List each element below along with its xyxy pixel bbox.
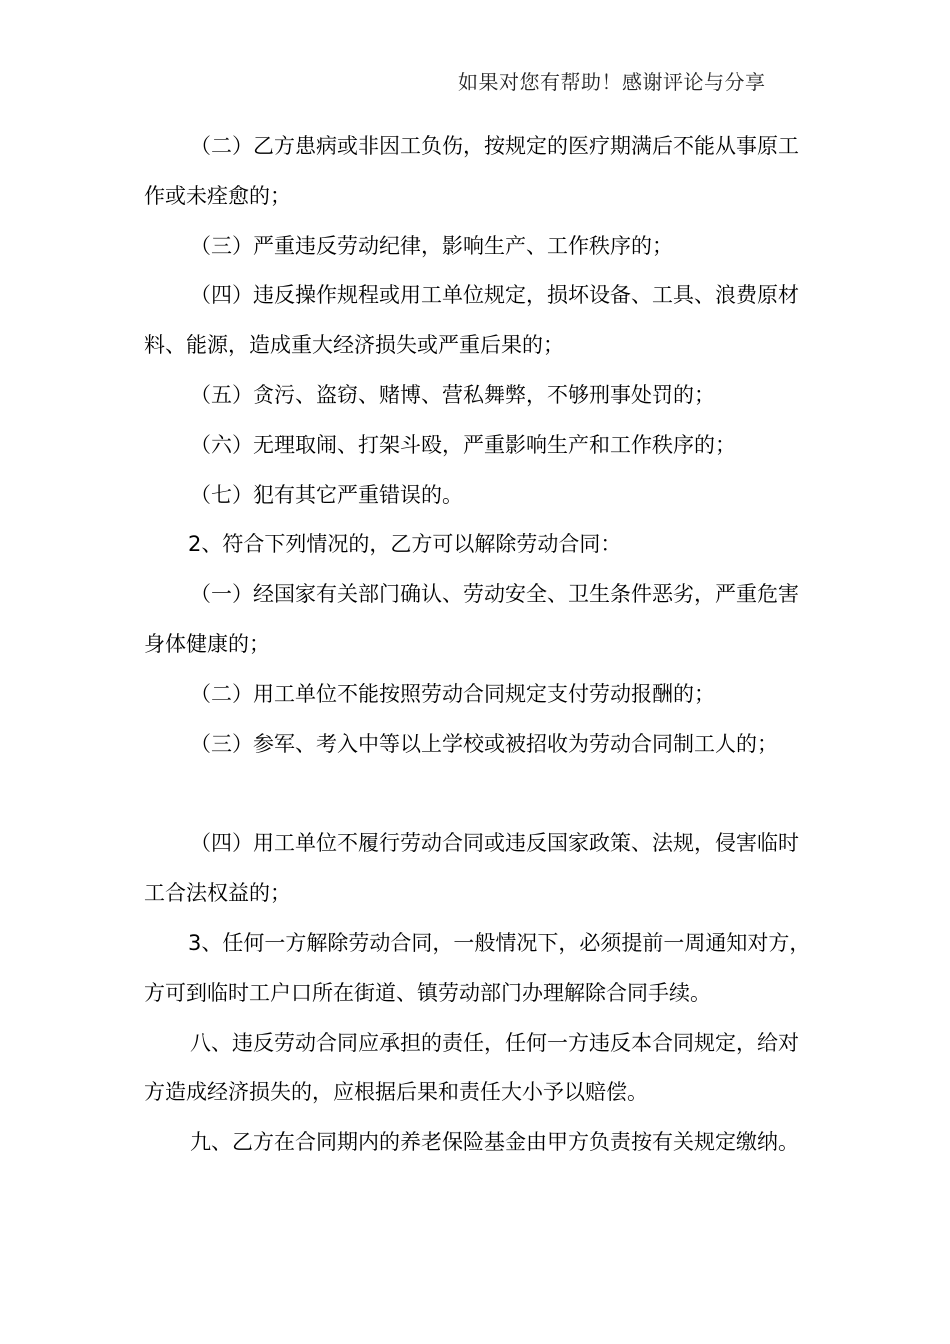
clause-2-item-6: （六）无理取闹、打架斗殴，严重影响生产和工作秩序的；: [190, 432, 736, 457]
document-body: [144, 122, 814, 1168]
clause-2-item-4: （四）违反操作规程或用工单位规定，损坏设备、工具、浪费原材料、能源，造成重大经济损失或严重后果的；: [144, 283, 799, 358]
clause-2-item-2: （二）乙方患病或非因工负伤，按规定的医疗期满后不能从事原工作或未痊愈的；: [144, 134, 799, 208]
section-8: 八、违反劳动合同应承担的责任，任何一方违反本合同规定，给对方造成经济损失的，应根据后果和责任大小予以赔偿。: [144, 1030, 799, 1105]
section-9: 九、乙方在合同期内的养老保险基金由甲方负责按有关规定缴纳。: [190, 1130, 799, 1155]
clause-2-item-3: （三）严重违反劳动纪律，影响生产、工作秩序的；: [190, 233, 673, 258]
clause-2-item-7: （七）犯有其它严重错误的。: [190, 482, 463, 507]
clause-2-heading: 2、符合下列情况的，乙方可以解除劳动合同：: [188, 532, 622, 557]
clause-2b-item-3: （三）参军、考入中等以上学校或被招收为劳动合同制工人的；: [190, 731, 778, 756]
clause-2b-item-1: （一）经国家有关部门确认、劳动安全、卫生条件恶劣，严重危害身体健康的；: [144, 582, 799, 656]
clause-2b-item-2: （二）用工单位不能按照劳动合同规定支付劳动报酬的；: [190, 681, 715, 706]
clause-2b-item-4: （四）用工单位不履行劳动合同或违反国家政策、法规，侵害临时工合法权益的；: [144, 831, 799, 906]
paragraph-gap: [144, 769, 814, 819]
clause-2-item-5: （五）贪污、盗窃、赌博、营私舞弊，不够刑事处罚的；: [190, 382, 715, 407]
page-header-note: 如果对您有帮助！感谢评论与分享: [458, 70, 766, 94]
clause-3: 3、任何一方解除劳动合同，一般情况下，必须提前一周通知对方，方可到临时工户口所在街道、镇劳动部门办理解除合同手续。: [144, 930, 811, 1005]
